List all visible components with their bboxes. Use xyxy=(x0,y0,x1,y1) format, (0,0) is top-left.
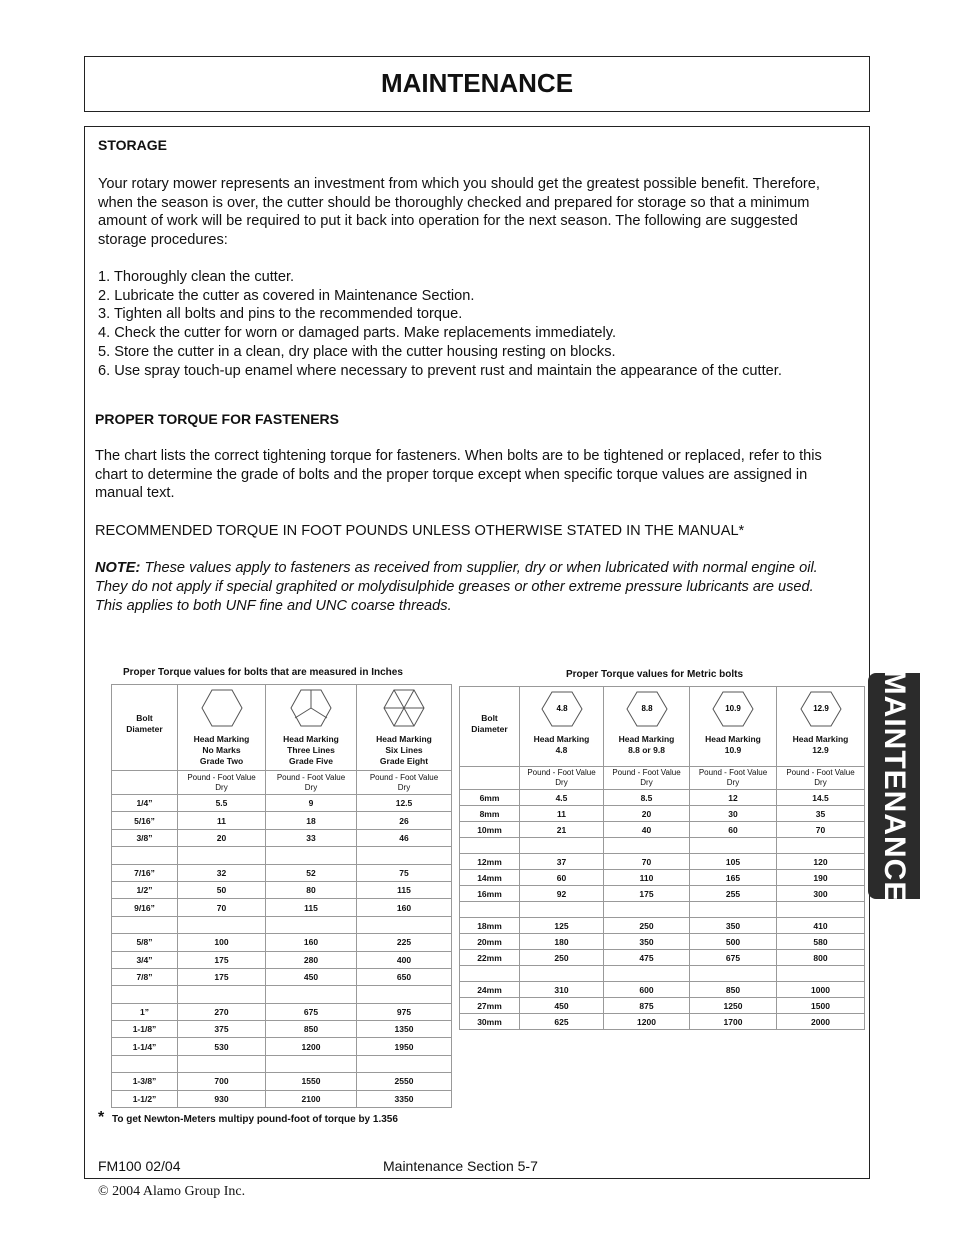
metric-hex-icon xyxy=(799,690,843,728)
bolt-diameter-cell: 1-1/2” xyxy=(112,1090,178,1107)
torque-value-cell: 120 xyxy=(777,854,865,870)
torque-value-cell: 100 xyxy=(178,934,266,951)
recommended-torque-text: RECOMMENDED TORQUE IN FOOT POUNDS UNLESS OTHERWISE STATED IN THE MANUAL* xyxy=(95,523,745,539)
torque-value-cell xyxy=(266,1055,357,1072)
storage-intro-line: when the season is over, the cutter should be thoroughly checked and prepared for storage so that a minimum xyxy=(98,194,810,211)
storage-intro xyxy=(98,175,868,250)
bolt-diameter-cell: 3/4” xyxy=(112,951,178,968)
table-row xyxy=(460,934,865,950)
torque-intro xyxy=(95,447,865,503)
torque-value-cell xyxy=(357,847,452,864)
footnote-text: To get Newton-Meters multipy pound-foot of torque by 1.356 xyxy=(112,1114,398,1125)
torque-value-cell: 70 xyxy=(178,899,266,916)
torque-value-cell: 1250 xyxy=(690,998,777,1014)
six-line-hex-icon xyxy=(382,688,426,728)
table-row xyxy=(460,918,865,934)
torque-value-cell: 450 xyxy=(520,998,604,1014)
torque-value-cell: 650 xyxy=(357,968,452,985)
torque-value-cell: 1500 xyxy=(777,998,865,1014)
grade-eight-header: Head Marking Six Lines Grade Eight xyxy=(357,685,452,771)
torque-value-cell: 37 xyxy=(520,854,604,870)
torque-value-cell xyxy=(690,902,777,918)
table-row xyxy=(460,838,865,854)
metric-grade-header: 8.8 Head Marking 8.8 or 9.8 xyxy=(604,687,690,767)
metric-grade-header: 12.9 Head Marking 12.9 xyxy=(777,687,865,767)
torque-value-cell: 850 xyxy=(690,982,777,998)
list-item: 6. Use spray touch-up enamel where necessary to prevent rust and maintain the appearance of the cutter. xyxy=(98,362,782,379)
torque-value-cell: 33 xyxy=(266,829,357,846)
torque-value-cell xyxy=(777,902,865,918)
unit-header: Pound - Foot Value Dry xyxy=(178,771,266,795)
table-row xyxy=(112,1038,452,1055)
torque-value-cell: 75 xyxy=(357,864,452,881)
torque-value-cell: 350 xyxy=(690,918,777,934)
table-row xyxy=(112,899,452,916)
torque-intro-line: The chart lists the correct tightening torque for fasteners. When bolts are to be tightened or replaced, refer to this xyxy=(95,448,822,464)
table-row xyxy=(460,822,865,838)
torque-intro-line: manual text. xyxy=(95,485,175,502)
table-row xyxy=(112,934,452,951)
torque-value-cell: 14.5 xyxy=(777,790,865,806)
list-item: 4. Check the cutter for worn or damaged parts. Make replacements immediately. xyxy=(98,325,617,342)
table-row xyxy=(460,966,865,982)
bolt-diameter-header: Bolt Diameter xyxy=(112,685,178,771)
unit-header: Pound - Foot Value Dry xyxy=(266,771,357,795)
note-line: They do not apply if special graphited or molydisulphide greases or other extreme pressure lubricants are used. xyxy=(95,579,814,595)
plain-hex-icon xyxy=(200,688,244,728)
bolt-diameter-cell: 10mm xyxy=(460,822,520,838)
bolt-diameter-cell xyxy=(112,847,178,864)
torque-value-cell: 310 xyxy=(520,982,604,998)
torque-value-cell: 32 xyxy=(178,864,266,881)
svg-text:4.8: 4.8 xyxy=(555,704,568,713)
table-row xyxy=(460,806,865,822)
torque-value-cell: 375 xyxy=(178,1021,266,1038)
torque-value-cell: 400 xyxy=(357,951,452,968)
torque-value-cell xyxy=(690,838,777,854)
storage-intro-line: storage procedures: xyxy=(98,232,228,249)
torque-value-cell: 1200 xyxy=(604,1014,690,1030)
torque-value-cell: 46 xyxy=(357,829,452,846)
metric-table-body xyxy=(460,790,865,1030)
table-row xyxy=(112,916,452,933)
torque-value-cell: 190 xyxy=(777,870,865,886)
table-row xyxy=(112,864,452,881)
note-line: This applies to both UNF fine and UNC coarse threads. xyxy=(95,598,452,614)
torque-value-cell: 12 xyxy=(690,790,777,806)
bolt-diameter-cell: 1/2” xyxy=(112,881,178,898)
torque-intro-line: chart to determine the grade of bolts and the proper torque except when specific torque values are assigned in xyxy=(95,466,808,483)
table-row xyxy=(112,829,452,846)
storage-intro-line: Your rotary mower represents an investment from which you should get the greatest possible benefit. Therefore, xyxy=(98,176,820,192)
unit-header: Pound - Foot Value Dry xyxy=(357,771,452,795)
torque-value-cell: 40 xyxy=(604,822,690,838)
bolt-diameter-cell xyxy=(460,966,520,982)
table-row xyxy=(112,1021,452,1038)
torque-value-cell: 500 xyxy=(690,934,777,950)
metric-hex-icon xyxy=(625,690,669,728)
table-row xyxy=(112,951,452,968)
metric-hex-icon xyxy=(711,690,755,728)
bolt-diameter-cell: 1-1/4” xyxy=(112,1038,178,1055)
torque-value-cell: 80 xyxy=(266,881,357,898)
bolt-diameter-cell: 5/16” xyxy=(112,812,178,829)
torque-value-cell: 1550 xyxy=(266,1073,357,1090)
table-row xyxy=(112,1003,452,1020)
torque-value-cell xyxy=(178,1055,266,1072)
torque-value-cell: 580 xyxy=(777,934,865,950)
storage-intro-line: amount of work will be required to put it back into operation for the next season. The following are suggested xyxy=(98,213,798,230)
metric-hex-icon xyxy=(540,690,584,728)
torque-value-cell: 410 xyxy=(777,918,865,934)
torque-value-cell: 11 xyxy=(178,812,266,829)
torque-value-cell xyxy=(604,966,690,982)
table-row xyxy=(112,795,452,812)
torque-value-cell xyxy=(777,838,865,854)
torque-value-cell: 9 xyxy=(266,795,357,812)
torque-value-cell: 975 xyxy=(357,1003,452,1020)
bolt-diameter-cell: 6mm xyxy=(460,790,520,806)
torque-value-cell: 11 xyxy=(520,806,604,822)
list-item: 5. Store the cutter in a clean, dry place with the cutter housing resting on blocks. xyxy=(98,343,616,360)
torque-value-cell: 180 xyxy=(520,934,604,950)
torque-value-cell: 450 xyxy=(266,968,357,985)
three-line-hex-icon xyxy=(289,688,333,728)
torque-value-cell: 160 xyxy=(266,934,357,951)
bolt-diameter-cell: 9/16” xyxy=(112,899,178,916)
torque-value-cell: 160 xyxy=(357,899,452,916)
inch-table-title: Proper Torque values for bolts that are measured in Inches xyxy=(123,667,403,678)
svg-text:12.9: 12.9 xyxy=(812,704,829,713)
torque-value-cell: 270 xyxy=(178,1003,266,1020)
torque-value-cell: 26 xyxy=(357,812,452,829)
grade-five-header: Head Marking Three Lines Grade Five xyxy=(266,685,357,771)
list-item: 3. Tighten all bolts and pins to the recommended torque. xyxy=(98,306,463,323)
bolt-diameter-cell: 1-3/8” xyxy=(112,1073,178,1090)
table-row xyxy=(460,902,865,918)
torque-value-cell xyxy=(266,986,357,1003)
bolt-diameter-cell xyxy=(112,1055,178,1072)
torque-value-cell: 475 xyxy=(604,950,690,966)
bolt-diameter-cell: 1-1/8” xyxy=(112,1021,178,1038)
torque-value-cell: 1950 xyxy=(357,1038,452,1055)
table-row xyxy=(112,1073,452,1090)
table-row xyxy=(112,968,452,985)
inch-table-body xyxy=(112,795,452,1108)
torque-value-cell: 165 xyxy=(690,870,777,886)
torque-value-cell: 850 xyxy=(266,1021,357,1038)
table-row xyxy=(112,1090,452,1107)
torque-value-cell: 255 xyxy=(690,886,777,902)
section-side-tab xyxy=(868,669,920,903)
torque-value-cell: 175 xyxy=(604,886,690,902)
torque-value-cell xyxy=(604,902,690,918)
torque-value-cell: 3350 xyxy=(357,1090,452,1107)
torque-value-cell xyxy=(357,916,452,933)
torque-value-cell: 1700 xyxy=(690,1014,777,1030)
torque-value-cell: 250 xyxy=(520,950,604,966)
bolt-diameter-cell: 7/8” xyxy=(112,968,178,985)
bolt-diameter-cell xyxy=(112,916,178,933)
table-row xyxy=(460,950,865,966)
torque-value-cell: 225 xyxy=(357,934,452,951)
bolt-diameter-cell: 3/8” xyxy=(112,829,178,846)
unit-header: Pound - Foot Value Dry xyxy=(690,767,777,790)
torque-value-cell: 175 xyxy=(178,951,266,968)
unit-header: Pound - Foot Value Dry xyxy=(777,767,865,790)
torque-value-cell: 4.5 xyxy=(520,790,604,806)
table-row xyxy=(460,998,865,1014)
torque-value-cell: 800 xyxy=(777,950,865,966)
grade-two-header: Head Marking No Marks Grade Two xyxy=(178,685,266,771)
table-row xyxy=(460,854,865,870)
svg-text:8.8: 8.8 xyxy=(640,704,653,713)
torque-value-cell: 2100 xyxy=(266,1090,357,1107)
bolt-diameter-cell: 30mm xyxy=(460,1014,520,1030)
torque-value-cell: 1000 xyxy=(777,982,865,998)
metric-grade-header: 10.9 Head Marking 10.9 xyxy=(690,687,777,767)
torque-value-cell: 875 xyxy=(604,998,690,1014)
torque-value-cell: 115 xyxy=(266,899,357,916)
torque-value-cell: 35 xyxy=(777,806,865,822)
doc-id: FM100 02/04 xyxy=(98,1158,181,1174)
table-row xyxy=(460,982,865,998)
bolt-diameter-cell: 22mm xyxy=(460,950,520,966)
table-row xyxy=(112,881,452,898)
bolt-diameter-cell: 27mm xyxy=(460,998,520,1014)
torque-value-cell xyxy=(266,847,357,864)
torque-value-cell: 300 xyxy=(777,886,865,902)
copyright: © 2004 Alamo Group Inc. xyxy=(98,1184,246,1199)
torque-value-cell xyxy=(357,1055,452,1072)
table-row xyxy=(460,870,865,886)
inch-torque-table xyxy=(111,684,452,1108)
list-item: 2. Lubricate the cutter as covered in Maintenance Section. xyxy=(98,287,475,304)
torque-value-cell: 600 xyxy=(604,982,690,998)
torque-value-cell: 52 xyxy=(266,864,357,881)
torque-value-cell: 18 xyxy=(266,812,357,829)
torque-value-cell xyxy=(266,916,357,933)
table-row xyxy=(112,847,452,864)
torque-value-cell: 110 xyxy=(604,870,690,886)
torque-value-cell xyxy=(604,838,690,854)
torque-value-cell: 700 xyxy=(178,1073,266,1090)
torque-value-cell xyxy=(690,966,777,982)
page-title: MAINTENANCE xyxy=(380,68,574,98)
bolt-diameter-cell: 1/4” xyxy=(112,795,178,812)
note xyxy=(95,559,865,616)
unit-header: Pound - Foot Value Dry xyxy=(520,767,604,790)
torque-value-cell xyxy=(178,847,266,864)
bolt-diameter-header: Bolt Diameter xyxy=(460,687,520,767)
bolt-diameter-cell: 14mm xyxy=(460,870,520,886)
torque-value-cell xyxy=(178,916,266,933)
note-line: These values apply to fasteners as received from supplier, dry or when lubricated with normal engine oil. xyxy=(140,560,818,576)
torque-value-cell: 930 xyxy=(178,1090,266,1107)
torque-value-cell: 21 xyxy=(520,822,604,838)
torque-value-cell: 70 xyxy=(604,854,690,870)
storage-heading: STORAGE xyxy=(98,137,167,153)
torque-value-cell xyxy=(520,902,604,918)
section-page: Maintenance Section 5-7 xyxy=(383,1158,538,1174)
torque-value-cell xyxy=(777,966,865,982)
torque-value-cell: 60 xyxy=(690,822,777,838)
torque-value-cell: 115 xyxy=(357,881,452,898)
footnote-star: * xyxy=(98,1109,105,1126)
torque-value-cell: 2000 xyxy=(777,1014,865,1030)
page-title-box xyxy=(84,56,870,112)
side-tab-label: MAINTENANCE xyxy=(878,669,911,903)
table-row xyxy=(460,790,865,806)
torque-value-cell: 20 xyxy=(178,829,266,846)
table-row xyxy=(112,1055,452,1072)
torque-value-cell: 105 xyxy=(690,854,777,870)
torque-value-cell: 350 xyxy=(604,934,690,950)
torque-value-cell: 280 xyxy=(266,951,357,968)
torque-value-cell: 125 xyxy=(520,918,604,934)
bolt-diameter-cell: 5/8” xyxy=(112,934,178,951)
bolt-diameter-cell: 7/16” xyxy=(112,864,178,881)
bolt-diameter-cell: 12mm xyxy=(460,854,520,870)
torque-value-cell: 1200 xyxy=(266,1038,357,1055)
list-item: 1. Thoroughly clean the cutter. xyxy=(98,269,295,285)
bolt-diameter-cell: 18mm xyxy=(460,918,520,934)
table-row xyxy=(460,1014,865,1030)
bolt-diameter-cell: 1” xyxy=(112,1003,178,1020)
metric-grade-header: 4.8 Head Marking 4.8 xyxy=(520,687,604,767)
torque-value-cell: 625 xyxy=(520,1014,604,1030)
torque-heading: PROPER TORQUE FOR FASTENERS xyxy=(95,411,339,427)
torque-value-cell: 70 xyxy=(777,822,865,838)
torque-value-cell xyxy=(520,966,604,982)
torque-value-cell: 675 xyxy=(690,950,777,966)
table-row xyxy=(460,886,865,902)
torque-value-cell: 675 xyxy=(266,1003,357,1020)
torque-value-cell: 530 xyxy=(178,1038,266,1055)
torque-value-cell: 20 xyxy=(604,806,690,822)
svg-text:10.9: 10.9 xyxy=(725,704,741,713)
table-row xyxy=(112,986,452,1003)
bolt-diameter-cell xyxy=(460,838,520,854)
unit-header: Pound - Foot Value Dry xyxy=(604,767,690,790)
table-row xyxy=(112,812,452,829)
metric-table-title: Proper Torque values for Metric bolts xyxy=(566,669,744,680)
bolt-diameter-cell: 16mm xyxy=(460,886,520,902)
torque-value-cell xyxy=(357,986,452,1003)
bolt-diameter-cell: 24mm xyxy=(460,982,520,998)
torque-value-cell: 1350 xyxy=(357,1021,452,1038)
metric-torque-table xyxy=(459,686,865,1030)
bolt-diameter-cell: 20mm xyxy=(460,934,520,950)
torque-value-cell: 12.5 xyxy=(357,795,452,812)
torque-value-cell: 50 xyxy=(178,881,266,898)
torque-value-cell xyxy=(178,986,266,1003)
torque-value-cell: 92 xyxy=(520,886,604,902)
torque-value-cell: 2550 xyxy=(357,1073,452,1090)
bolt-diameter-cell xyxy=(112,986,178,1003)
bolt-diameter-cell xyxy=(460,902,520,918)
note-label: NOTE: xyxy=(95,560,141,576)
torque-value-cell: 8.5 xyxy=(604,790,690,806)
torque-value-cell: 30 xyxy=(690,806,777,822)
torque-value-cell: 5.5 xyxy=(178,795,266,812)
torque-value-cell: 60 xyxy=(520,870,604,886)
bolt-diameter-cell: 8mm xyxy=(460,806,520,822)
torque-value-cell: 175 xyxy=(178,968,266,985)
torque-value-cell xyxy=(520,838,604,854)
torque-value-cell: 250 xyxy=(604,918,690,934)
storage-steps xyxy=(98,268,868,380)
